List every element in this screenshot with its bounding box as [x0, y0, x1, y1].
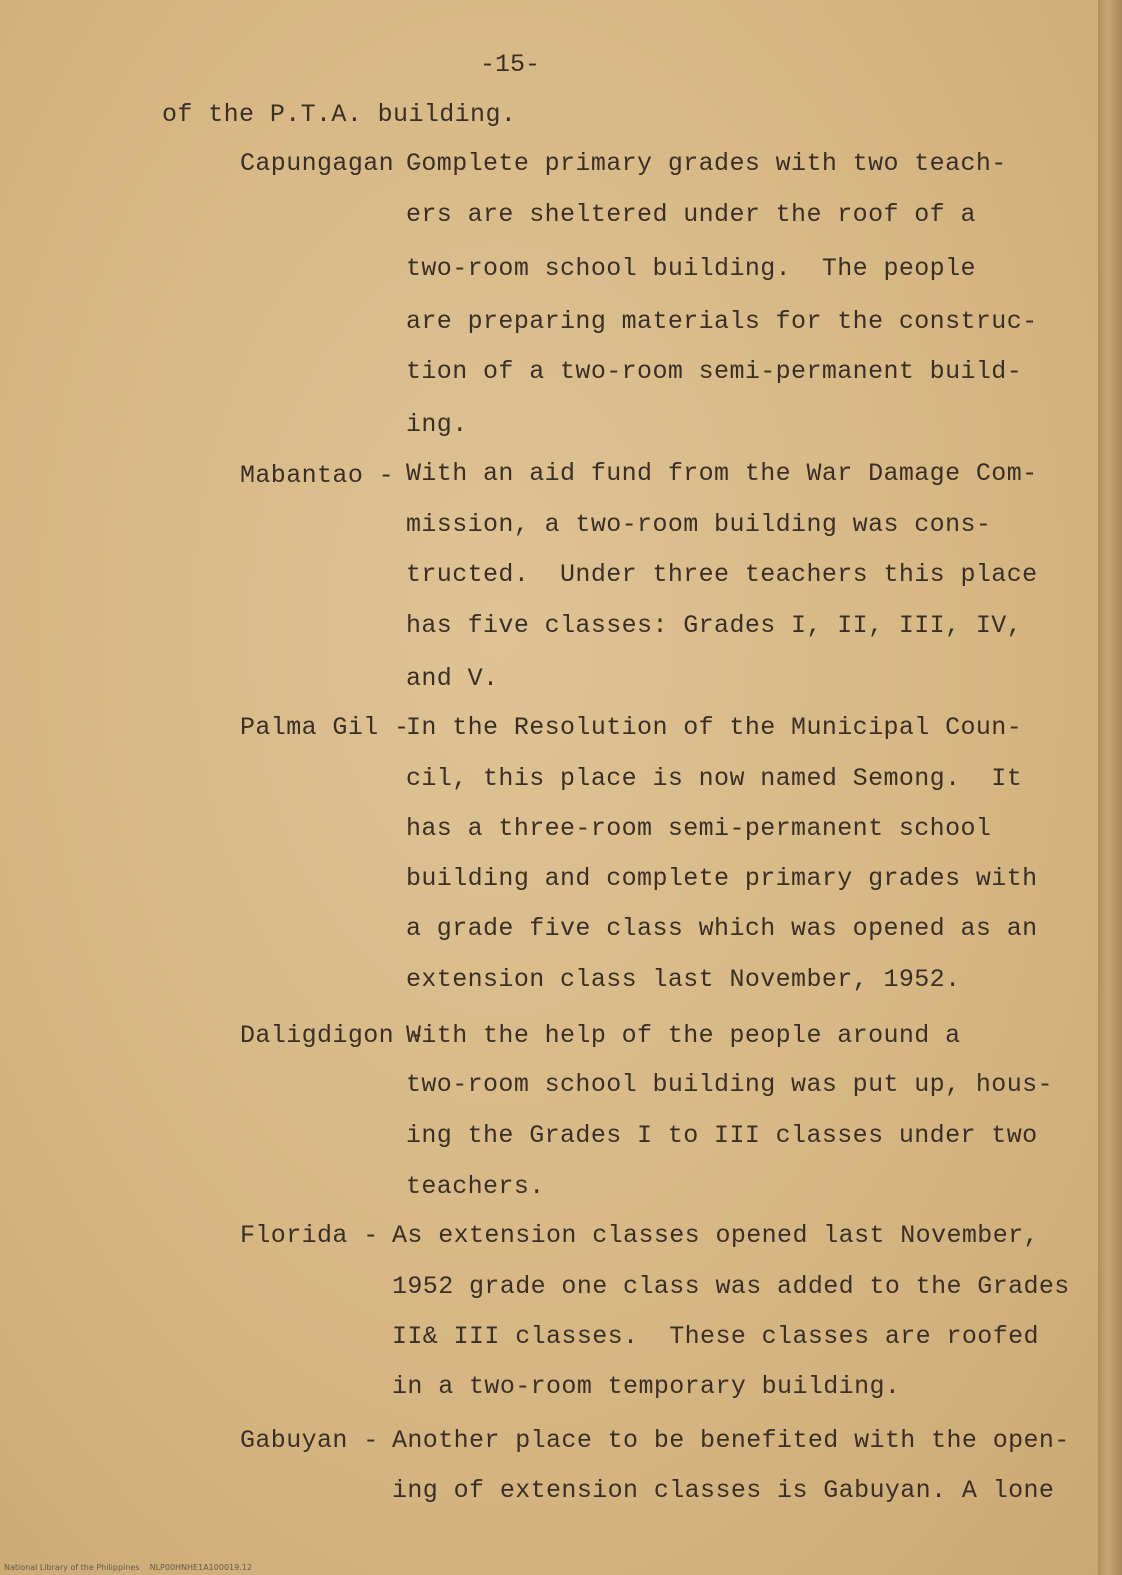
- text-line: has five classes: Grades I, II, III, IV,: [406, 611, 1023, 640]
- text-line: two-room school building was put up, hous-: [406, 1070, 1053, 1099]
- text-line: ers are sheltered under the roof of a: [406, 200, 976, 229]
- text-line: With an aid fund from the War Damage Com-: [406, 459, 1038, 488]
- text-line: has a three-room semi-permanent school: [406, 814, 992, 843]
- text-line: two-room school building. The people: [406, 254, 976, 283]
- text-line: Another place to be benefited with the open-: [392, 1426, 1070, 1455]
- text-line: cil, this place is now named Semong. It: [406, 764, 1023, 793]
- text-line: As extension classes opened last November,: [392, 1221, 1039, 1250]
- entry-label-palma-gil: Palma Gil -: [240, 713, 410, 742]
- archive-footer: National Library of the Philippines NLP00HNHE1A100019.12: [4, 1563, 252, 1572]
- text-line: are preparing materials for the construc-: [406, 307, 1038, 336]
- text-line: extension class last November, 1952.: [406, 965, 961, 994]
- text-line: a grade five class which was opened as an: [406, 914, 1038, 943]
- text-line: In the Resolution of the Municipal Coun-: [406, 713, 1023, 742]
- entry-label-daligdigon: Daligdigon -: [240, 1021, 441, 1050]
- text-line: II& III classes. These classes are roofed: [392, 1322, 1039, 1351]
- book-spine: [1098, 0, 1122, 1575]
- text-line: teachers.: [406, 1172, 545, 1201]
- text-line: tructed. Under three teachers this place: [406, 560, 1038, 589]
- text-line: building and complete primary grades with: [406, 864, 1038, 893]
- entry-label-florida: Florida -: [240, 1221, 395, 1250]
- page-number: -15-: [480, 50, 541, 79]
- text-line: in a two-room temporary building.: [392, 1372, 901, 1401]
- text-line: ing the Grades I to III classes under two: [406, 1121, 1038, 1150]
- text-line: Complete primary grades with two teach-: [406, 149, 1007, 178]
- intro-line: of the P.T.A. building.: [162, 100, 517, 129]
- text-line: mission, a two-room building was cons-: [406, 510, 992, 539]
- entry-label-capungagan: Capungagan -: [240, 149, 441, 178]
- text-line: ing.: [406, 410, 468, 439]
- text-line: 1952 grade one class was added to the Grades: [392, 1272, 1070, 1301]
- entry-label-gabuyan: Gabuyan -: [240, 1426, 395, 1455]
- text-line: With the help of the people around a: [406, 1021, 961, 1050]
- text-line: ing of extension classes is Gabuyan. A lone: [392, 1476, 1055, 1505]
- text-line: tion of a two-room semi-permanent build-: [406, 357, 1023, 386]
- text-line: and V.: [406, 664, 499, 693]
- entry-label-mabantao: Mabantao -: [240, 461, 410, 490]
